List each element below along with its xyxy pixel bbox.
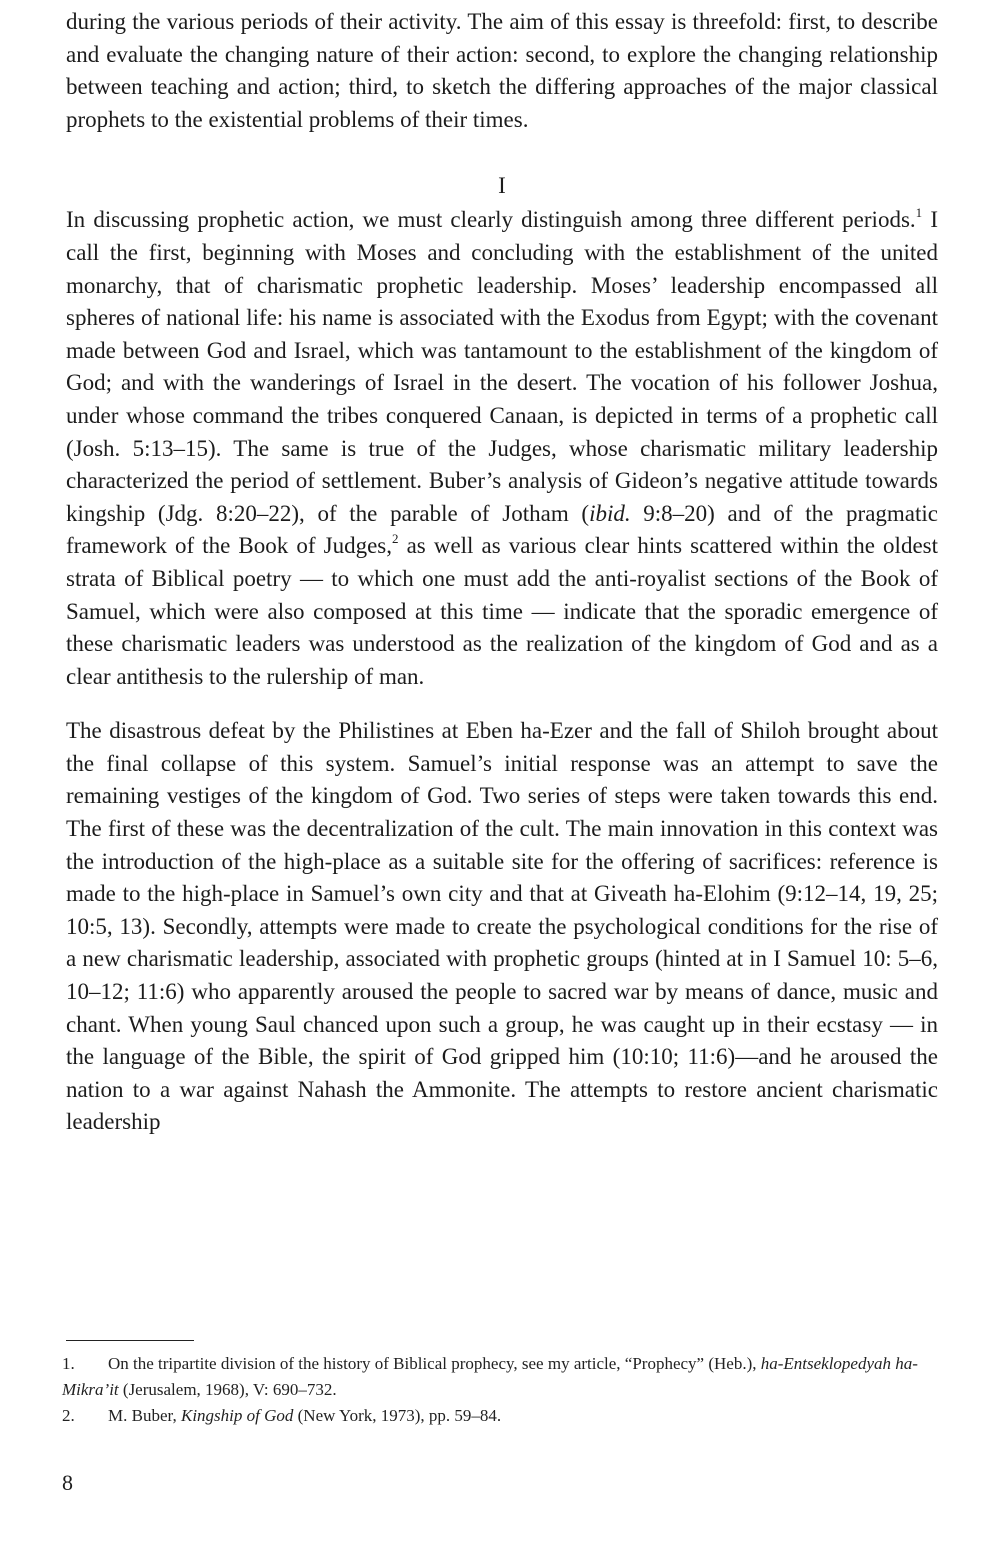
footnote-1-title: ha-Entseklopedyah ha-Mikra’it: [62, 1354, 918, 1399]
paragraph-1-part-d: as well as various clear hints scattered within the oldest strata of Biblical poetry — to which one must add the anti-royalist sections of the Book of Samuel, which were also composed at this time — indicate that the sporadic emergence of these charismatic leaders was understood as the realization of the kingdom of God and as a clear antithesis to the rulership of man.: [66, 533, 938, 689]
footnote-2-number: 2.: [62, 1406, 75, 1425]
footnote-2-text-a: M. Buber,: [108, 1406, 181, 1425]
footnote-1-text-b: (Jerusalem, 1968), V: 690–732.: [118, 1380, 337, 1399]
ibid-citation: ibid.: [589, 500, 631, 526]
opening-paragraph: during the various periods of their activity. The aim of this essay is threefold: first, to describe and evaluate the changing nature of their action: second, to explore the changing relationship between teaching and action; third, to sketch the differing approaches of the major classical prophets to the existential problems of their times.: [66, 9, 938, 132]
footnote-2: [62, 1403, 942, 1429]
footnote-2-title: Kingship of God: [180, 1406, 294, 1425]
footnote-1-number: 1.: [62, 1354, 75, 1373]
paragraph-2: The disastrous defeat by the Philistines at Eben ha-Ezer and the fall of Shiloh brought about the final collapse of this system. Samuel’s initial response was an attempt to save the remaining vestiges of the kingdom of God. Two series of steps were taken towards this end. The first of these was the decentralization of the cult. The main innovation in this context was the introduction of the high-place as a suitable site for the offering of sacrifices: reference is made to the high-place in Samuel’s own city and that at Giveath ha-Elohim (9:12–14, 19, 25; 10:5, 13). Secondly, attempts were made to create the psychological conditions for the rise of a new charismatic leadership, associated with prophetic groups (hinted at in I Samuel 10: 5–6, 10–12; 11:6) who apparently aroused the people to sacred war by means of dance, music and chant. When young Saul chanced upon such a group, he was caught up in their ecstasy — in the language of the Bible, the spirit of God gripped him (10:10; 11:6)—and he aroused the nation to a war against Nahash the Ammonite. The attempts to restore ancient charismatic leadership: [66, 718, 938, 1135]
paragraph-1-part-b: I call the first, beginning with Moses and concluding with the establishment of the united monarchy, that of charismatic prophetic leadership. Moses’ leadership encompassed all spheres of national life: his name is associated with the Exodus from Egypt; with the covenant made between God and Israel, which was tantamount to the establishment of the kingdom of God; and with the wanderings of Israel in the desert. The vocation of his follower Joshua, under whose command the tribes conquered Canaan, is depicted in terms of a prophetic call (Josh. 5:13–15). The same is true of the Judges, whose charismatic military leadership characterized the period of settlement. Buber’s analysis of Gideon’s negative attitude towards kingship (Jdg. 8:20–22), of the parable of Jotham (: [66, 207, 938, 526]
page-body: [66, 6, 938, 1139]
paragraph-1: [66, 204, 938, 693]
section-heading: I: [498, 173, 506, 199]
footnote-1-text-a: On the tripartite division of the history of Biblical prophecy, see my article, “Prophecy” (Heb.),: [108, 1354, 761, 1373]
footnote-2-text-b: (New York, 1973), pp. 59–84.: [293, 1406, 502, 1425]
page-number: 8: [62, 1470, 73, 1495]
footnote-ref-1: 1: [915, 204, 923, 220]
paragraph-1-part-c: 9:8–20) and of the pragmatic framework of the Book of Judges,: [66, 500, 938, 559]
footnotes: [62, 1351, 942, 1429]
footnote-1: [62, 1351, 942, 1403]
footnote-ref-2: 2: [391, 530, 399, 546]
paragraph-1-part-a: In discussing prophetic action, we must clearly distinguish among three different periods.: [66, 207, 916, 233]
footnote-divider: [66, 1340, 194, 1341]
